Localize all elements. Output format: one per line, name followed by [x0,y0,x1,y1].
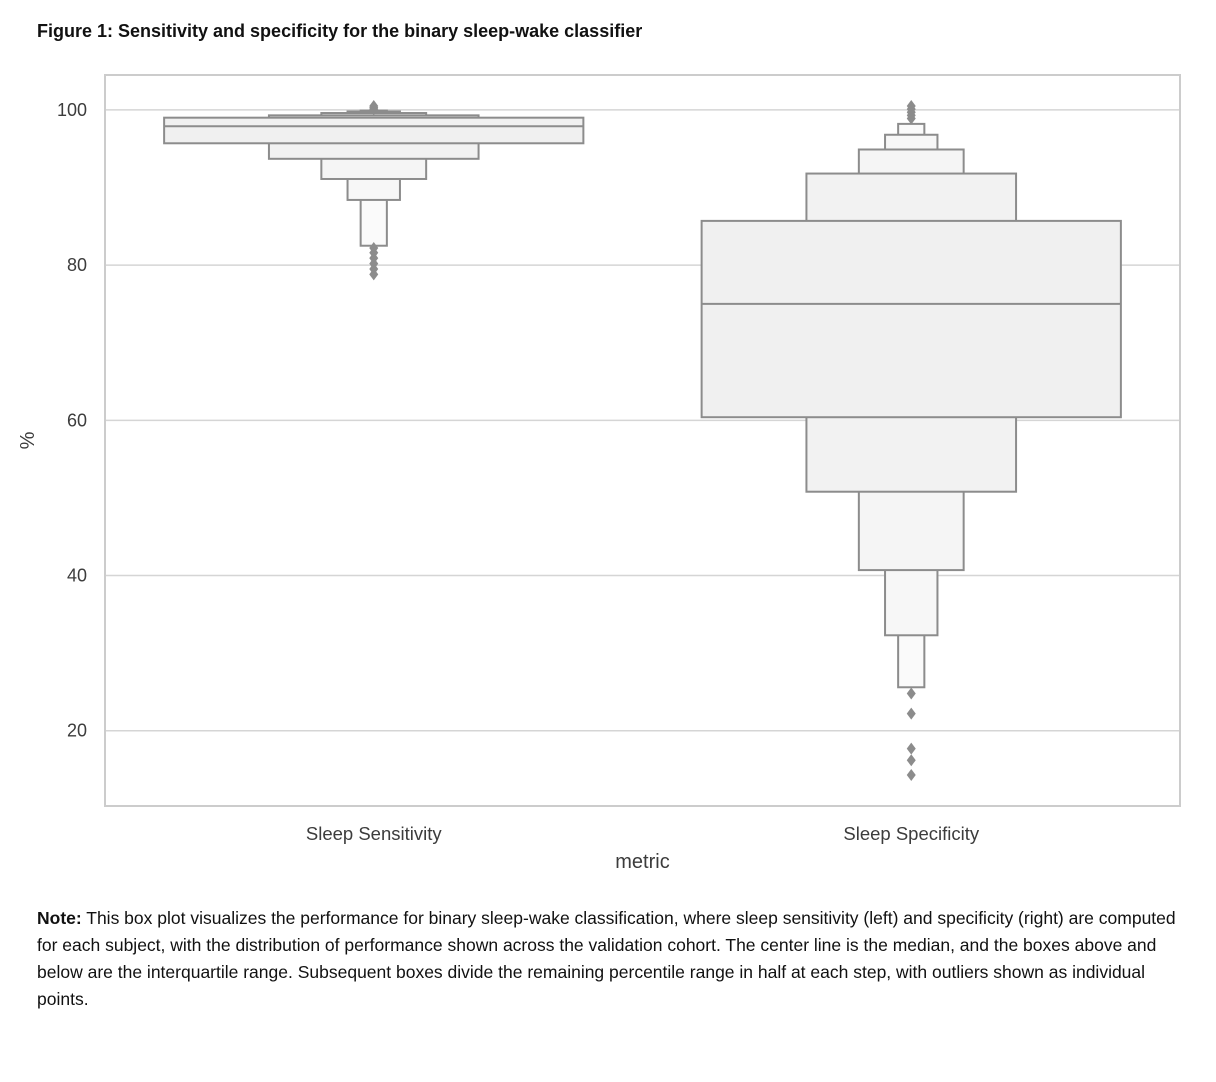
y-tick-label-40: 40 [66,565,87,586]
y-tick-label-60: 60 [66,410,87,431]
boxes-layer [164,111,1121,688]
outlier-point-2-4 [907,708,916,720]
y-tick-label-20: 20 [66,720,87,741]
figure-note [37,905,1187,1013]
boxen-chart [0,60,1216,890]
plot-frame [105,75,1180,806]
note-label: Note: [37,908,82,928]
outlier-point-2-5 [907,687,916,699]
chart-container [0,60,1216,890]
note-text: This box plot visualizes the performance for binary sleep-wake classification, where sleep sensitivity (left) and specificity (right) are computed for each subject, with the distribution of performance shown across the validation cohort. The center line is the median, and the boxes above and below are the interquartile range. Subsequent boxes divide the remaining percentile range in half at each step, with outliers shown as individual points. [37,908,1176,1009]
x-tick-label-2: Sleep Specificity [843,823,980,844]
outlier-point-2-3 [907,743,916,755]
x-axis-label: metric [615,851,670,873]
outlier-point-2-1 [907,769,916,781]
outlier-point-2-2 [907,754,916,766]
x-tick-label-1: Sleep Sensitivity [305,823,442,844]
box-2-level-1 [702,221,1121,417]
figure-title: Figure 1: Sensitivity and specificity for the binary sleep-wake classifier [37,21,643,41]
y-axis-label: % [17,431,39,450]
box-1-level-1 [164,118,583,144]
y-tick-label-80: 80 [66,255,87,276]
y-tick-label-100: 100 [56,99,87,120]
grid-layer [105,110,1180,731]
